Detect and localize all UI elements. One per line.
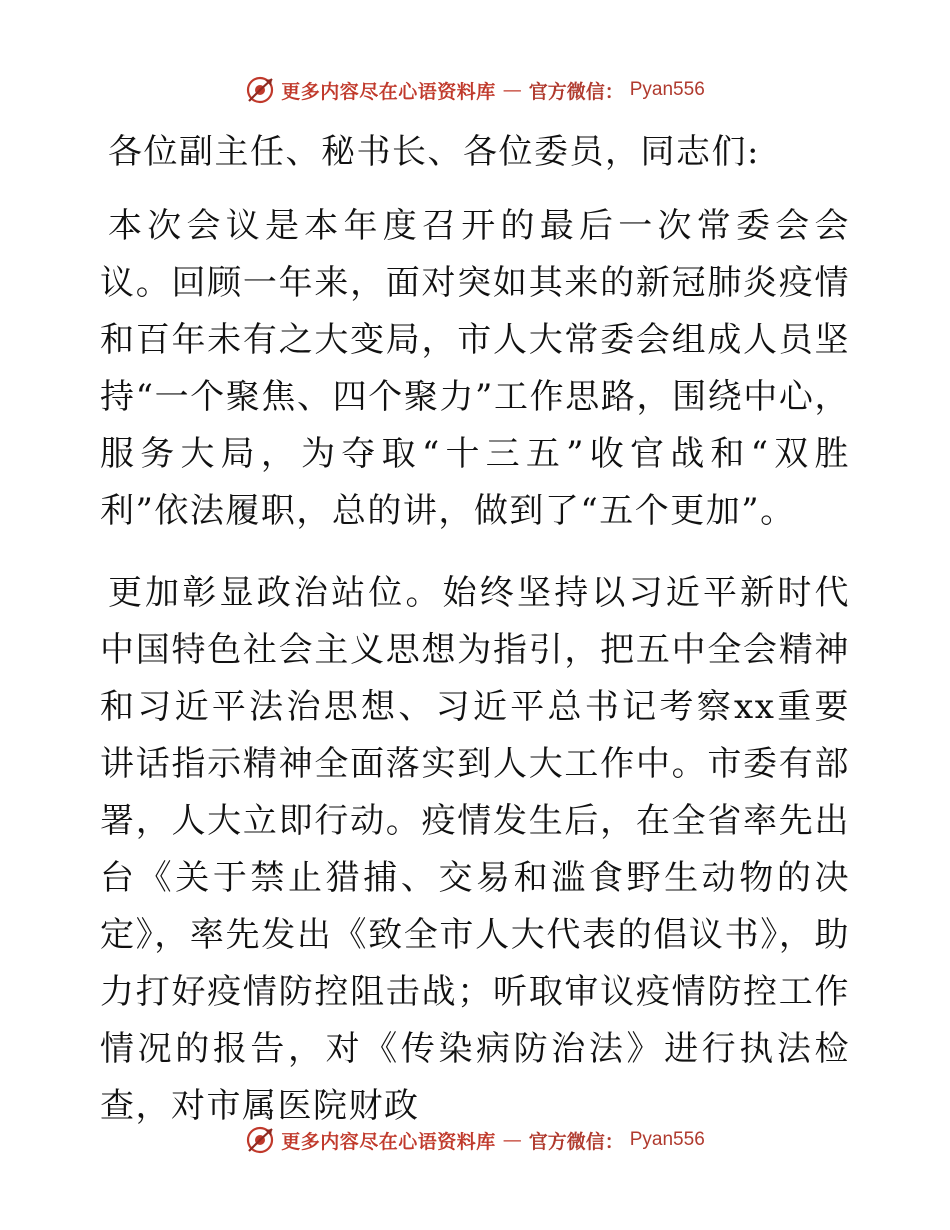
paragraph-2: 更加彰显政治站位。始终坚持以习近平新时代中国特色社会主义思想为指引，把五中全会精神和习近平法治思想、习近平总书记考察xx重要讲话指示精神全面落实到人大工作中。市委有部署，人大立即行动。疫情发生后，在全省率先出台《关于禁止猎捕、交易和滥食野生动物的决定》，率先发出《致全市人大代表的倡议书》，助力打好疫情防控阻击战；听取审议疫情防控工作情况的报告，对《传染病防治法》进行执法检查，对市属医院财政 [100, 573, 850, 1126]
watermark-wechat-id: Pyan556 [629, 79, 705, 100]
watermark-label: 官方微信： [528, 1130, 624, 1153]
footer-watermark [0, 1120, 950, 1160]
paragraph-1: 本次会议是本年度召开的最后一次常委会会议。回顾一年来，面对突如其来的新冠肺炎疫情和百年未有之大变局，市人大常委会组成人员坚持“一个聚焦、四个聚力”工作思路，围绕中心，服务大局，为夺取“十三五”收官战和“双胜利”依法履职，总的讲，做到了“五个更加”。 [100, 206, 850, 531]
header-watermark [0, 70, 950, 110]
watermark-wechat-id: Pyan556 [629, 1129, 705, 1150]
quill-logo-icon [245, 1125, 275, 1155]
document-body [100, 124, 850, 1160]
watermark-dash: — [502, 1129, 522, 1151]
salutation: 各位副主任、秘书长、各位委员，同志们: [108, 132, 760, 172]
watermark-dash: — [502, 79, 522, 101]
watermark-brand: 更多内容尽在心语资料库 [281, 1130, 496, 1153]
watermark-brand: 更多内容尽在心语资料库 [281, 80, 496, 103]
quill-logo-icon [245, 75, 275, 105]
watermark-label: 官方微信： [528, 80, 624, 103]
